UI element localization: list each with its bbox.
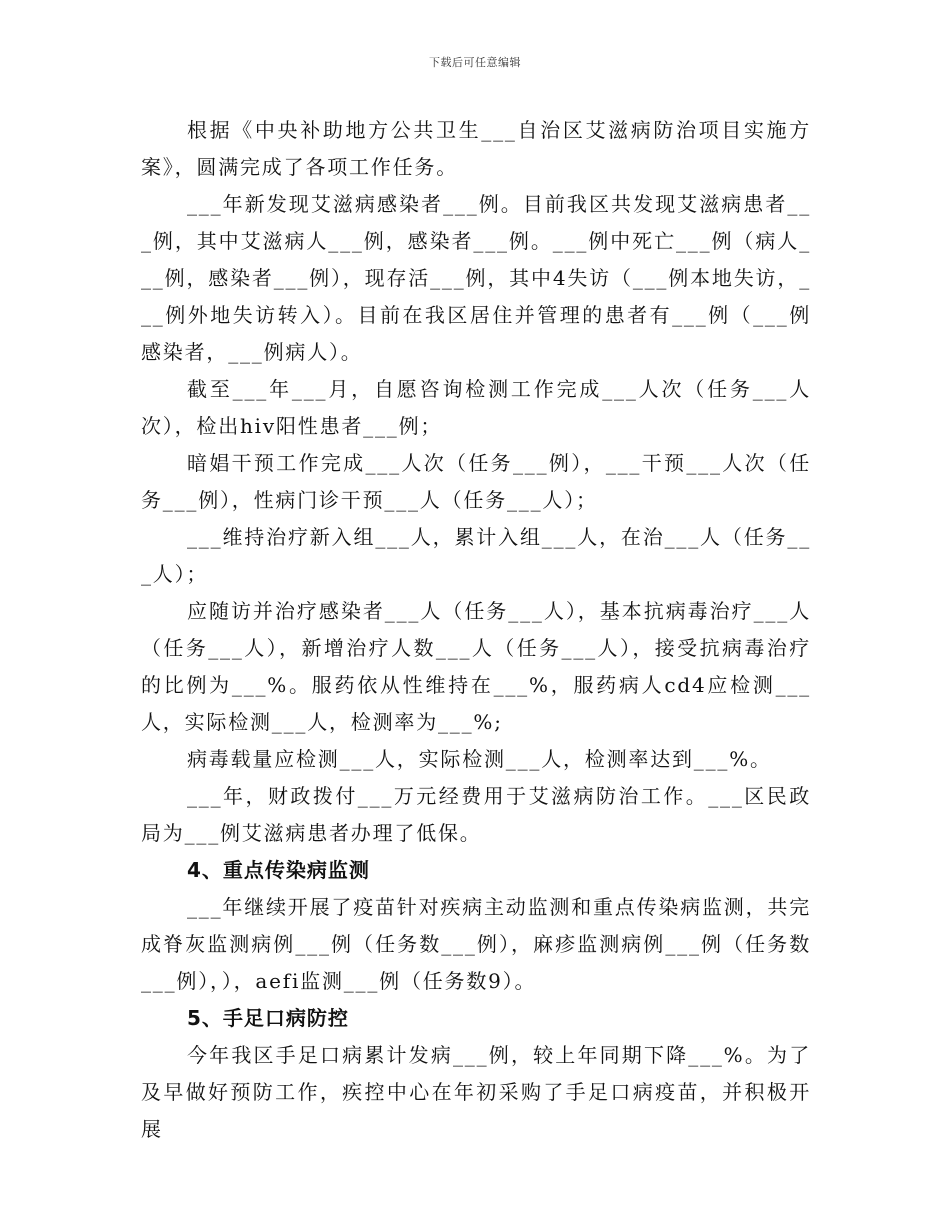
paragraph-voluntary-testing: 截至___年___月，自愿咨询检测工作完成___人次（任务___人次），检出hiv阳性患者___例； [141, 377, 811, 438]
paragraph-viral-load: 病毒载量应检测___人，实际检测___人，检测率达到___%。 [187, 747, 772, 771]
section-heading-disease-surveillance: 4、重点传染病监测 [187, 858, 370, 882]
paragraph-funding: ___年，财政拨付___万元经费用于艾滋病防治工作。___区民政局为___例艾滋病患者办理了低保。 [141, 784, 811, 845]
page-header-note: 下载后可任意编辑 [429, 56, 521, 69]
paragraph-hiv-cases: ___年新发现艾滋病感染者___例。目前我区共发现艾滋病患者___例，其中艾滋病人___例，感染者___例。___例中死亡___例（病人___例，感染者___例），现存活___例，其中4失访（___例本地失访，___例外地失访转入）。目前在我区居住并管理的患者有___例（___例感染者，___例病人）。 [141, 192, 811, 364]
paragraph-hfmd: 今年我区手足口病累计发病___例，较上年同期下降___%。为了及早做好预防工作，疾控中心在年初采购了手足口病疫苗，并积极开展 [141, 1043, 811, 1141]
paragraph-maintenance-treatment: ___维持治疗新入组___人，累计入组___人，在治___人（任务___人）； [141, 525, 811, 586]
section-heading-hfmd-control: 5、手足口病防控 [187, 1006, 349, 1030]
paragraph-implementation-plan: 根据《中央补助地方公共卫生___自治区艾滋病防治项目实施方案》，圆满完成了各项工作任务。 [141, 118, 811, 179]
paragraph-surveillance: ___年继续开展了疫苗针对疾病主动监测和重点传染病监测，共完成脊灰监测病例___例（任务数___例），麻疹监测病例___例（任务数___例），），aefi监测___例（任务数9）。 [141, 895, 811, 993]
document-body [141, 112, 811, 1148]
paragraph-intervention: 暗娼干预工作完成___人次（任务___例），___干预___人次（任务___例），性病门诊干预___人（任务___人）； [141, 451, 811, 512]
paragraph-antiviral-treatment: 应随访并治疗感染者___人（任务___人），基本抗病毒治疗___人（任务___人），新增治疗人数___人（任务___人），接受抗病毒治疗的比例为___%。服药依从性维持在___%，服药病人cd4应检测___人，实际检测___人，检测率为___%; [141, 599, 811, 734]
